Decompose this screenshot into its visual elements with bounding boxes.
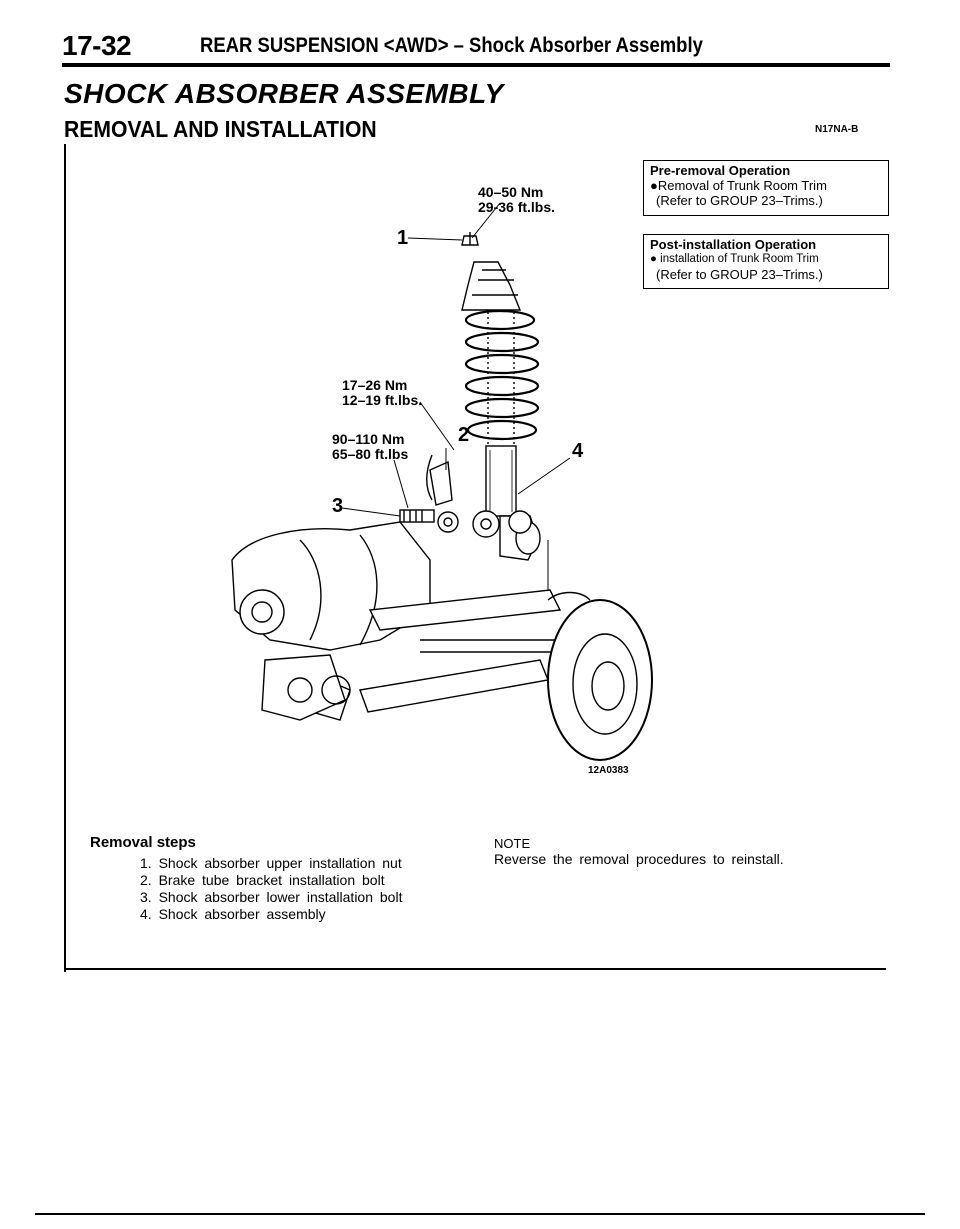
- list-item: 3. Shock absorber lower installation bolt: [140, 889, 403, 905]
- page-title: SHOCK ABSORBER ASSEMBLY: [64, 78, 504, 109]
- list-item: 1. Shock absorber upper installation nut: [140, 855, 402, 871]
- torque-upper-ft: 29-36 ft.lbs.: [478, 199, 556, 215]
- page-subtitle: REMOVAL AND INSTALLATION: [64, 116, 377, 142]
- list-item: 2. Brake tube bracket installation bolt: [140, 872, 385, 888]
- pre-removal-operation-box: [643, 160, 889, 216]
- note-label: NOTE: [494, 836, 531, 851]
- callout-1: 1: [397, 227, 409, 249]
- torque-bracket-bolt: [342, 378, 422, 408]
- list-item: 4. Shock absorber assembly: [140, 906, 326, 922]
- removal-steps-heading: Removal steps: [90, 834, 196, 851]
- torque-lower-ft: 65–80 ft.lbs: [332, 446, 409, 462]
- page-number: 17-32: [62, 30, 132, 61]
- torque-bracket-nm: 17–26 Nm: [342, 377, 408, 393]
- removal-steps-list: [140, 855, 402, 923]
- note-text: Reverse the removal procedures to reinstall.: [494, 851, 784, 867]
- torque-upper-nm: 40–50 Nm: [478, 184, 544, 200]
- torque-upper-nut: [478, 185, 555, 215]
- pre-removal-item: ●Removal of Trunk Room Trim: [650, 178, 827, 193]
- callout-4: 4: [572, 440, 584, 462]
- figure-id: 12A0383: [588, 765, 629, 776]
- post-installation-title: Post-installation Operation: [650, 237, 817, 252]
- post-installation-ref: (Refer to GROUP 23–Trims.): [656, 267, 823, 282]
- pre-removal-title: Pre-removal Operation: [650, 163, 791, 178]
- torque-lower-nm: 90–110 Nm: [332, 431, 405, 447]
- pre-removal-ref: (Refer to GROUP 23–Trims.): [656, 193, 823, 208]
- post-installation-item: ● installation of Trunk Room Trim: [650, 253, 819, 265]
- section-title: REAR SUSPENSION <AWD> – Shock Absorber Assembly: [200, 34, 703, 57]
- callout-3: 3: [332, 495, 344, 517]
- torque-lower-bolt: [332, 432, 408, 462]
- torque-bracket-ft: 12–19 ft.lbs.: [342, 392, 423, 408]
- post-installation-operation-box: [643, 234, 889, 289]
- callout-2: 2: [458, 424, 470, 446]
- document-code: N17NA-B: [815, 124, 859, 135]
